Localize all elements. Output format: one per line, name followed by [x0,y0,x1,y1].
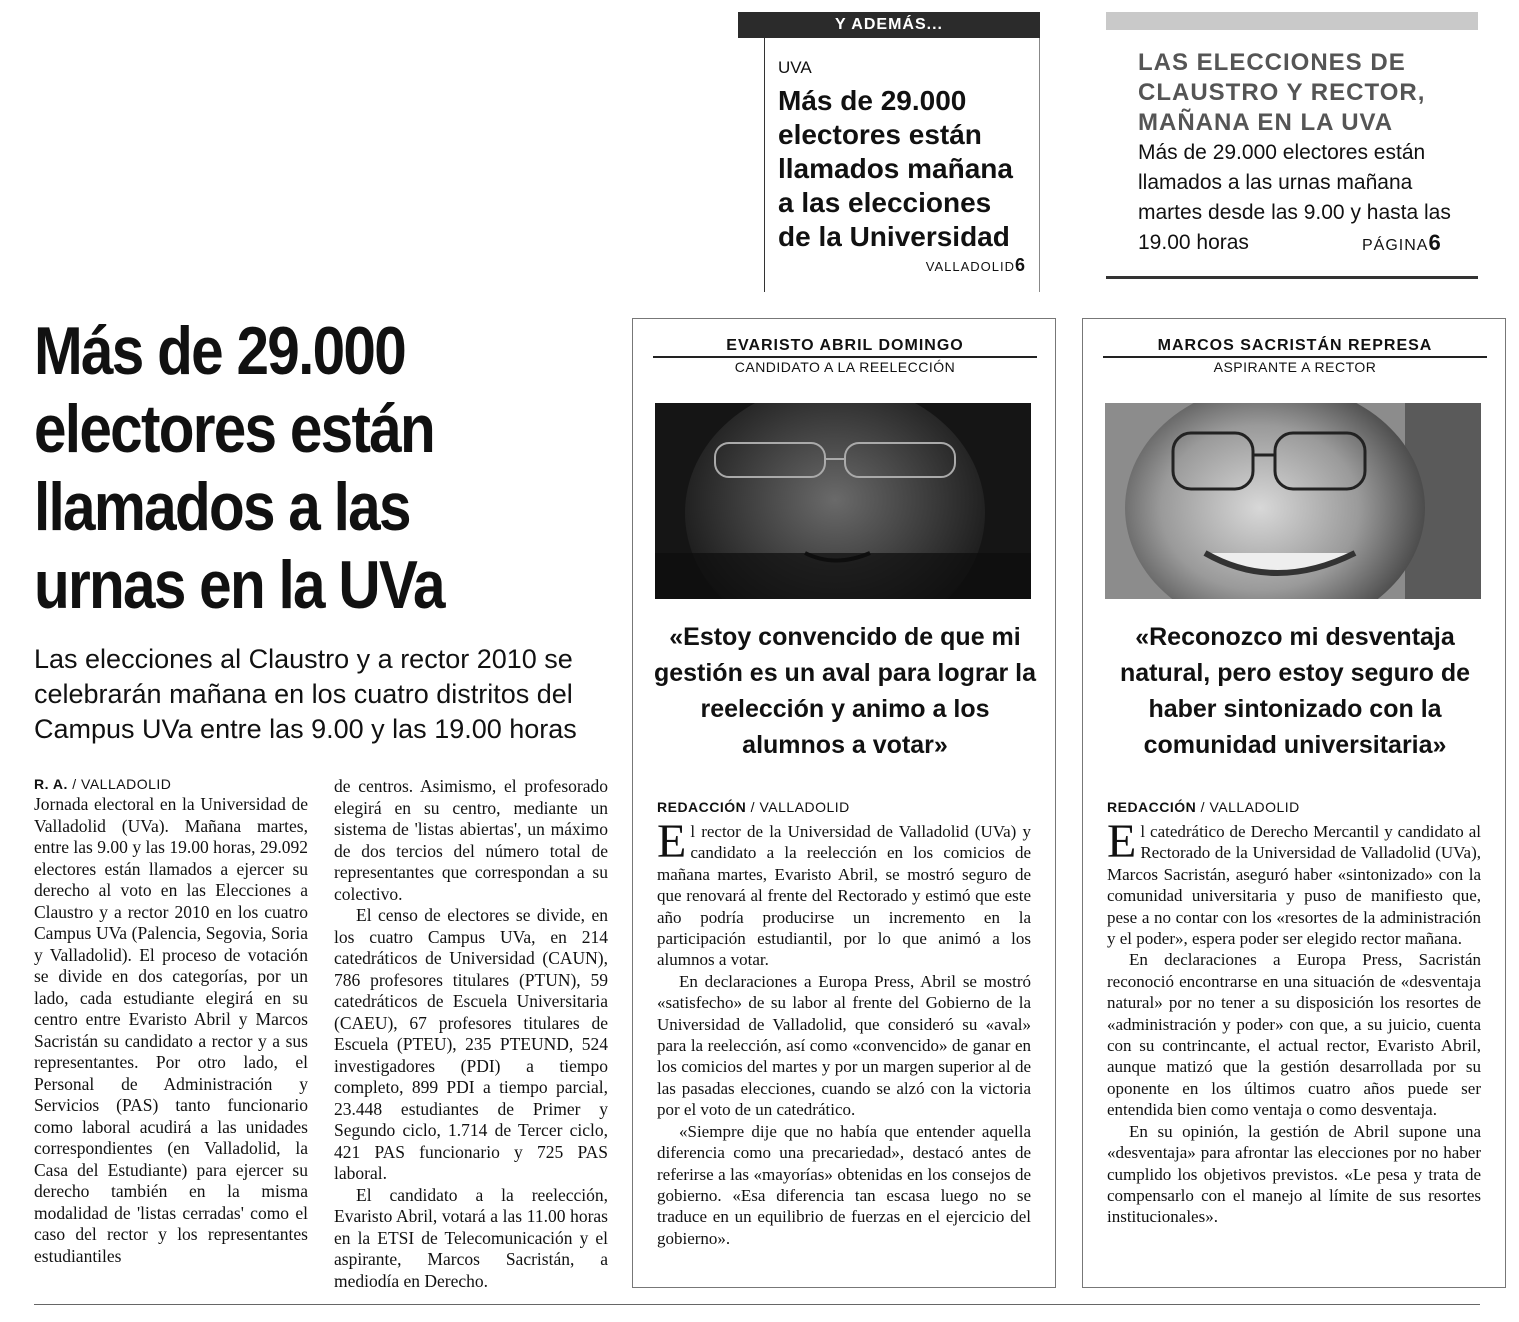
candidate-box-sacristan [1082,318,1506,1288]
headline-line: llamados a las [34,469,410,545]
candidate-paragraph: En declaraciones a Europa Press, Sacristán reconoció encontrarse en una situación de «desventaja natural» por no tener a su disposición los resortes de «administración y poder» con que, a su juicio, cuenta con su contrincante, el actual rector, Evaristo Abril, aunque matizó que la gestión desarrollada por su oponente en los últimos cuatro años puede ser entendida bien como ventaja o como desventaja. [1107,950,1481,1120]
candidate-role: ASPIRANTE A RECTOR [1213,359,1377,375]
article-paragraph: El censo de electores se divide, en los cuatro Campus UVa, en 214 catedráticos de Universidad (CAUN), 786 profesores titulares (PTUN), 59 catedráticos de Escuela Universitaria (CAEU), 67 profesores titulares de Escuela (PTEU), 235 PTEUND, 524 investigadores (PDI) a tiempo completo, 899 PDI a tiempo parcial, 23.448 estudiantes de Primer y Segundo ciclo, 1.714 de Tercer ciclo, 421 PAS funcionario y 725 PAS laboral. [334,905,608,1183]
related-box-header: Y ADEMÁS... [738,12,1040,38]
related-headline[interactable]: Más de 29.000 electores están llamados mañana a las elecciones de la Universidad [778,85,1013,252]
promo-page-ref[interactable] [1362,230,1442,256]
promo-ref-label: PÁGINA [1362,237,1429,254]
promo-title[interactable]: LAS ELECCIONES DE CLAUSTRO Y RECTOR, MAÑANA EN LA UVA [1138,49,1426,136]
divider [34,1304,1480,1305]
candidate-photo [1105,403,1481,599]
promo-text: Más de 29.000 electores están llamados a las urnas mañana martes desde las 9.00 y hasta las 19.00 horas [1138,141,1451,254]
candidate-byline [1107,799,1300,815]
byline-author: REDACCIÓN [1107,799,1197,815]
article-paragraph: El candidato a la reelección, Evaristo Abril, votará a las 11.00 horas en la ETSI de Telecomunicación y el aspirante, Marcos Sacristán, a mediodía en Derecho. [334,1184,608,1291]
article-byline [34,776,308,792]
candidate-paragraph [1107,815,1481,949]
related-ref-page: 6 [1014,255,1026,275]
candidate-box-abril [632,318,1056,1288]
paragraph-text: l catedrático de Derecho Mercantil y candidato al Rectorado de la Universidad de Valladolid (UVa), Marcos Sacristán, aseguró haber «sintonizado» con la comunidad universitaria y puso de manifiesto que, pese a no contar con los «resortes de la administración y el poder», espera poder ser elegido rector mañana. [1107,822,1481,949]
dropcap: E [1107,815,1137,868]
article-column [34,776,308,1267]
candidate-name: EVARISTO ABRIL DOMINGO [653,337,1037,358]
byline-author: REDACCIÓN [657,799,747,815]
headline-line: urnas en la UVa [34,547,444,623]
divider [764,38,765,292]
related-section-label: UVA [778,58,812,77]
related-box [738,12,1040,292]
divider [1106,276,1478,279]
candidate-quote: «Reconozco mi desventaja natural, pero estoy seguro de haber sintonizado con la comunidad universitaria» [1119,623,1471,759]
article-column [334,776,608,1292]
article-body [34,794,308,1267]
candidate-photo [655,403,1031,599]
article-paragraph: Jornada electoral en la Universidad de Valladolid (UVa). Mañana martes, entre las 9.00 y las 19.00 horas, 29.092 electores están llamados a ejercer su derecho al voto en las Elecciones a Claustro y a rector 2010 en los cuatro Campus UVa (Palencia, Segovia, Soria y Valladolid). El proceso de votación se divide en dos categorías, por un lado, cada estudiante elegirá en su centro entre Evaristo Abril y Marcos Sacristán su candidato a rector y a sus representantes. Por otro lado, el Personal de Administración y Servicios (PAS) tanto funcionario como laboral acudirá a las unidades correspondientes (en Valladolid, la Casa del Estudiante) para ejercer su derecho también en la misma modalidad de 'listas cerradas' como el caso del rector y los representantes estudiantiles [34,794,308,1266]
promo-top-bar [1106,12,1478,30]
headline-line: Más de 29.000 [34,313,406,389]
promo-box [1106,12,1478,280]
divider [1039,38,1040,292]
byline-author: R. A. [34,776,68,792]
article-paragraph: de centros. Asimismo, el profesorado elegirá en su centro, mediante un sistema de 'listas abiertas', un máximo de dos tercios del número total de representantes que correspondan a su colectivo. [334,776,608,904]
byline-place: / VALLADOLID [1196,799,1300,815]
candidate-body [1107,815,1481,1228]
candidate-paragraph: En su opinión, la gestión de Abril supone una «desventaja» para afrontar las elecciones por no haber cumplido los objetivos previstos. «Le pesa y trata de compensarlo con el manejo al límite de sus resortes institucionales». [1107,1121,1481,1227]
article-subhead: Las elecciones al Claustro y a rector 2010 se celebrarán mañana en los cuatro distritos del Campus UVa entre las 9.00 y las 19.00 horas [34,644,577,744]
article-body [334,776,608,1292]
candidate-byline [657,799,850,815]
candidate-name: MARCOS SACRISTÁN REPRESA [1103,337,1487,358]
candidate-body [657,815,1031,1249]
dropcap: E [657,815,687,868]
candidate-paragraph [657,815,1031,971]
byline-place: / VALLADOLID [746,799,850,815]
paragraph-text: l rector de la Universidad de Valladolid (UVa) y candidato a la reelección en los comicios de mañana martes, Evaristo Abril, se mostró seguro de que renovará al frente del Rectorado y estimó que este año podría producirse un incremento en la participación estudiantil, por lo que animó a los alumnos a votar. [657,822,1031,970]
promo-ref-page: 6 [1428,230,1442,255]
byline-place: / VALLADOLID [67,776,172,792]
related-page-ref[interactable] [926,255,1026,276]
candidate-paragraph: En declaraciones a Europa Press, Abril se mostró «satisfecho» de su labor al frente del Gobierno de la Universidad de Valladolid, que consideró su «aval» para la reelección, así como «convencido» de ganar en los comicios del martes y por un margen superior al de las pasadas elecciones, cuando se alzó con la victoria por el voto de un catedrático. [657,971,1031,1120]
related-ref-label: VALLADOLID [925,259,1015,274]
article-headline [34,312,533,624]
candidate-quote: «Estoy convencido de que mi gestión es un aval para lograr la reelección y animo a los alumnos a votar» [653,623,1037,759]
candidate-paragraph: «Siempre dije que no había que entender aquella diferencia como una precariedad», destacó antes de referirse a las «mayorías» obtenidas en los consejos de gobierno. «Esa diferencia tan escasa luego no se traduce en un equilibrio de fuerzas en el ejercicio del gobierno». [657,1121,1031,1248]
candidate-role: CANDIDATO A LA REELECCIÓN [734,359,956,375]
headline-line: electores están [34,391,435,467]
